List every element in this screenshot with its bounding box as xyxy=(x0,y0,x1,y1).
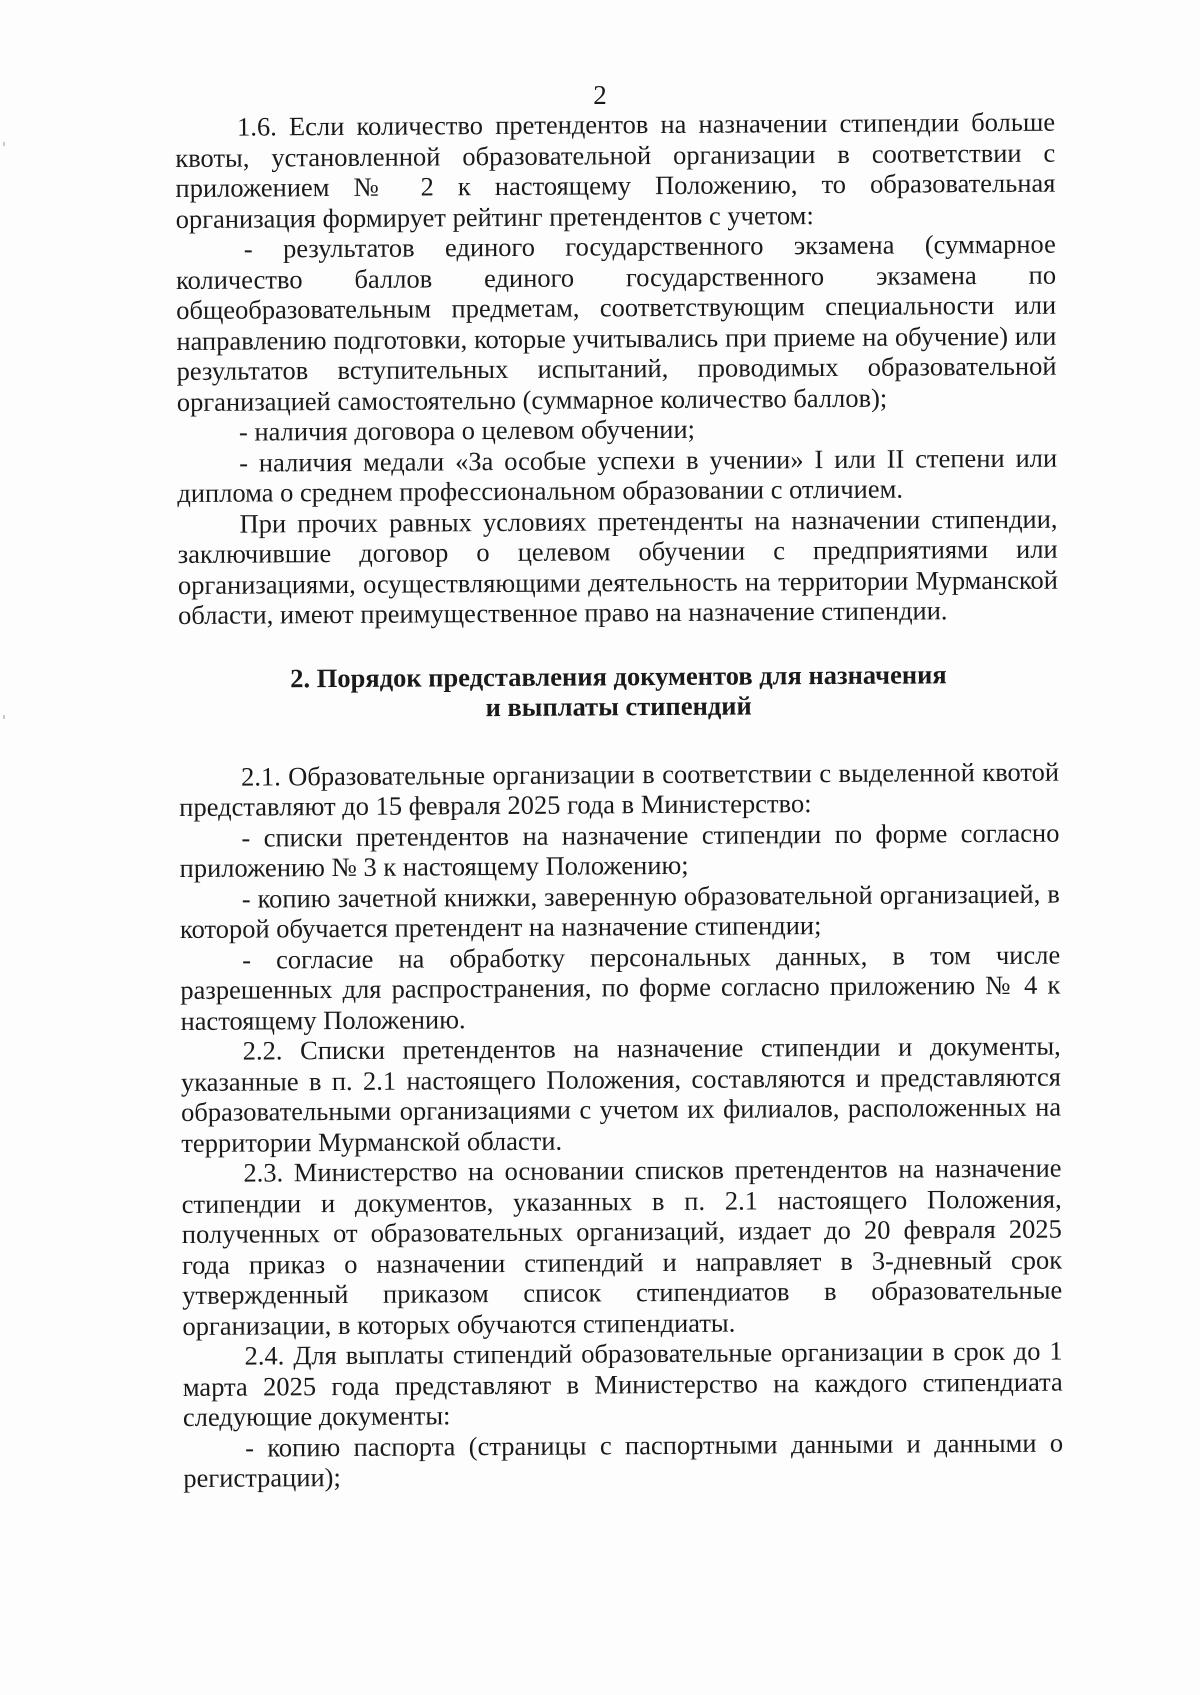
paragraph-2-3: 2.3. Министерство на основании списков претендентов на назначение стипендии и документов, указанных в п. 2.1 настоящего Положения, полученных от образовательных организаций, издает до 20 февраля 2025 года приказ о назначении стипендий и направляет в 3-дневный срок утвержденный приказом список стипендиатов в образовательные организации, в которых обучаются стипендиаты. xyxy=(181,1152,1063,1341)
list-item-passport-copy: - копию паспорта (страницы с паспортными данными и данными о регистрации); xyxy=(183,1427,1064,1493)
paragraph-1-6: 1.6. Если количество претендентов на назначении стипендии больше квоты, установленной образовательной организации в соответствии с приложением № 2 к настоящему Положению, то образовательная организация формирует рейтинг претендентов с учетом: xyxy=(175,106,1056,234)
section-heading-line2: и выплаты стипендий xyxy=(485,690,752,723)
list-item-applicant-lists: - списки претендентов на назначение стипендии по форме согласно приложению № 3 к настоящему Положению; xyxy=(179,817,1060,883)
scan-mark xyxy=(3,142,5,146)
paragraph-2-1: 2.1. Образовательные организации в соответствии с выделенной квотой представляют до 15 февраля 2025 года в Министерство: xyxy=(179,756,1060,822)
scan-mark xyxy=(3,715,5,719)
list-item-exam-results: - результатов единого государственного экзамена (суммарное количество баллов единого государственного экзамена по общеобразовательным предметам, соответствующим специальности или направлению подготовки, которые учитывались при приеме на обучение) или результатов вступительных испытаний, проводимых образовательной организацией самостоятельно (суммарное количество баллов); xyxy=(175,228,1057,417)
list-item-record-book: - копию зачетной книжки, заверенную образовательной организацией, в которой обучается претендент на назначение стипендии; xyxy=(179,878,1060,944)
paragraph-2-2: 2.2. Списки претендентов на назначение стипендии и документы, указанные в п. 2.1 настоящего Положения, составляются и представляются образовательными организациями с учетом их филиалов, расположенных на территории Мурманской области. xyxy=(180,1030,1062,1158)
page-number: 2 xyxy=(593,80,607,110)
list-item-consent: - согласие на обработку персональных данных, в том числе разрешенных для распространения, по форме согласно приложению № 4 к настоящему Положению. xyxy=(180,939,1061,1036)
document-body xyxy=(175,107,1063,1494)
list-item-medal: - наличия медали «За особые успехи в учении» I или II степени или диплома о среднем профессиональном образовании с отличием. xyxy=(177,442,1058,508)
section-heading-line1: 2. Порядок представления документов для назначения xyxy=(290,658,947,693)
section-heading xyxy=(178,658,1058,724)
paragraph-priority-right: При прочих равных условиях претенденты на назначении стипендии, заключившие договор о целевом обучении с предприятиями или организациями, осуществляющими деятельность на территории Мурманской области, имеют преимущественное право на назначение стипендии. xyxy=(177,503,1058,630)
paragraph-2-4: 2.4. Для выплаты стипендий образовательные организации в срок до 1 марта 2025 года представляют в Министерство на каждого стипендиата следующие документы: xyxy=(182,1335,1063,1432)
list-item-target-contract: - наличия договора о целевом обучении; xyxy=(238,413,696,447)
